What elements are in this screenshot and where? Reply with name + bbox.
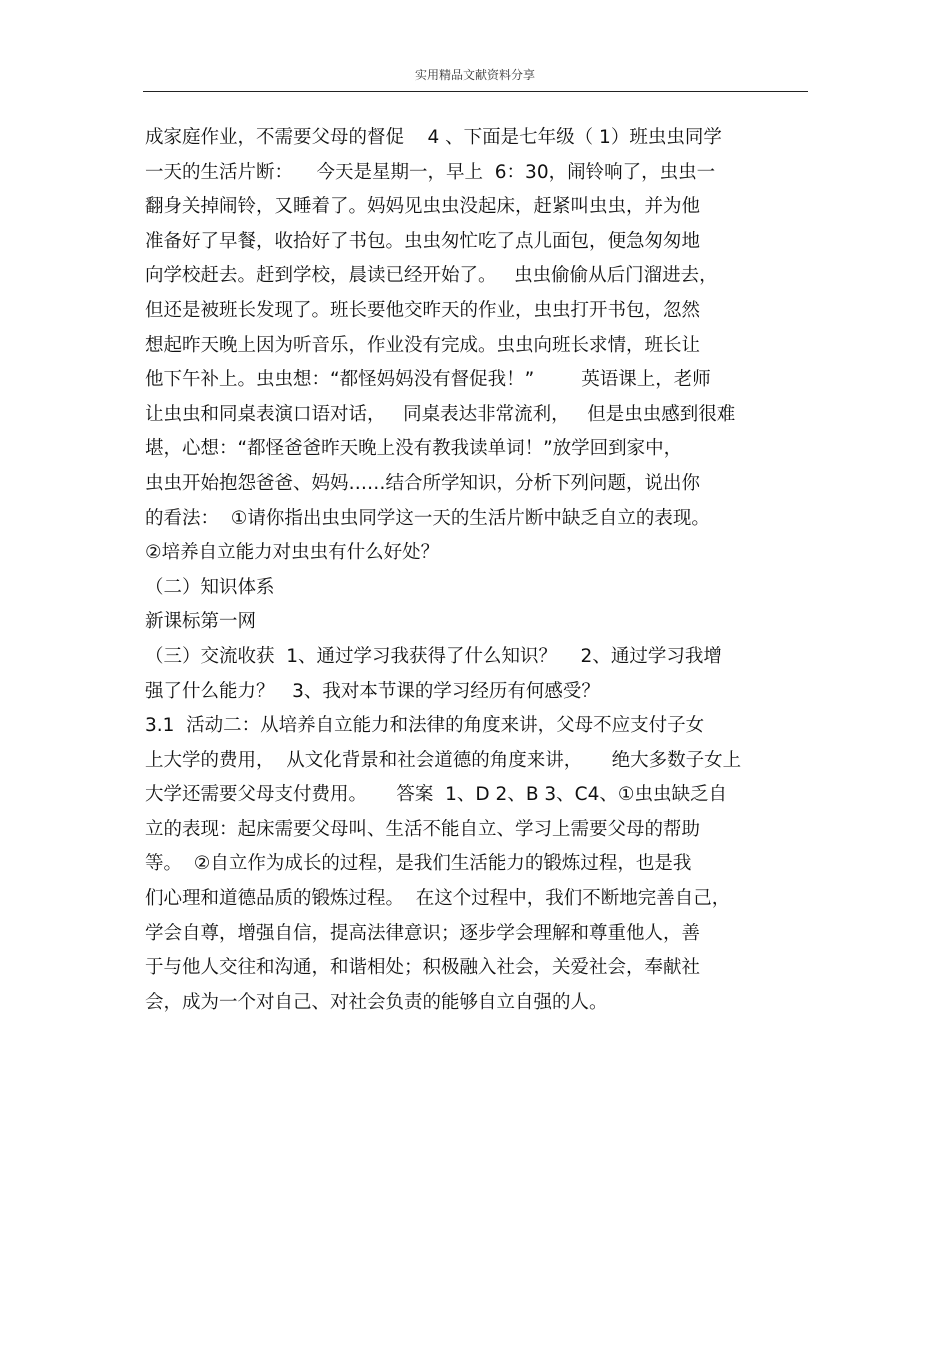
text-line: 新课标第一网 <box>145 611 257 633</box>
text-line: 翻身关掉闹铃，又睡着了。妈妈见虫虫没起床，赶紧叫虫虫，并为他 <box>145 196 701 218</box>
text-line: 的看法： ①请你指出虫虫同学这一天的生活片断中缺乏自立的表现。 <box>145 507 710 529</box>
text-line: 虫虫开始抱怨爸爸、妈妈……结合所学知识，分析下列问题，说出你 <box>145 472 701 494</box>
text-line: 堪，心想：“都怪爸爸昨天晚上没有教我读单词！”放学回到家中， <box>145 438 683 460</box>
text-line: 于与他人交往和沟通，和谐相处；积极融入社会，关爱社会，奉献社 <box>145 957 701 979</box>
page-header: 实用精品文献资料分享 <box>414 68 535 82</box>
text-line: 3.1 活动二：从培养自立能力和法律的角度来讲，父母不应支付子女 <box>145 715 705 737</box>
text-line: 一天的生活片断： 今天是星期一，早上 6：30，闹铃响了，虫虫一 <box>145 161 716 183</box>
text-line: 强了什么能力？ 3、我对本节课的学习经历有何感受？ <box>145 680 600 702</box>
text-line: 立的表现：起床需要父母叫、生活不能自立、学习上需要父母的帮助 <box>145 818 701 840</box>
text-line: 让虫虫和同桌表演口语对话， 同桌表达非常流利， 但是虫虫感到很难 <box>145 403 736 425</box>
text-line: 向学校赶去。赶到学校，晨读已经开始了。 虫虫偷偷从后门溜进去， <box>145 265 718 287</box>
text-line: 成家庭作业，不需要父母的督促 4 、下面是七年级（ 1）班虫虫同学 <box>145 127 722 148</box>
text-line: 但还是被班长发现了。班长要他交昨天的作业，虫虫打开书包，忽然 <box>145 299 701 321</box>
text-line: 准备好了早餐，收拾好了书包。虫虫匆忙吃了点儿面包，便急匆匆地 <box>145 230 701 252</box>
section-heading: （三）交流收获 1、通过学习我获得了什么知识？ 2、通过学习我增 <box>145 645 722 667</box>
section-heading: （二）知识体系 <box>145 576 275 598</box>
header-divider <box>143 91 808 92</box>
text-line: ②培养自立能力对虫虫有什么好处？ <box>145 542 440 564</box>
text-line: 学会自尊，增强自信，提高法律意识；逐步学会理解和尊重他人，善 <box>145 922 701 944</box>
text-line: 他下午补上。虫虫想：“都怪妈妈没有督促我！” 英语课上，老师 <box>145 369 711 391</box>
text-line: 们心理和道德品质的锻炼过程。 在这个过程中，我们不断地完善自己， <box>145 888 731 910</box>
text-line: 想起昨天晚上因为听音乐，作业没有完成。虫虫向班长求情，班长让 <box>145 334 701 356</box>
document-body <box>145 121 825 1020</box>
text-line: 等。 ②自立作为成长的过程，是我们生活能力的锻炼过程，也是我 <box>145 853 692 875</box>
text-line: 上大学的费用， 从文化背景和社会道德的角度来讲， 绝大多数子女上 <box>145 749 742 771</box>
text-line: 大学还需要父母支付费用。 答案 1、D 2、B 3、C4、①虫虫缺乏自 <box>145 784 727 806</box>
text-line: 会，成为一个对自己、对社会负责的能够自立自强的人。 <box>145 991 608 1013</box>
